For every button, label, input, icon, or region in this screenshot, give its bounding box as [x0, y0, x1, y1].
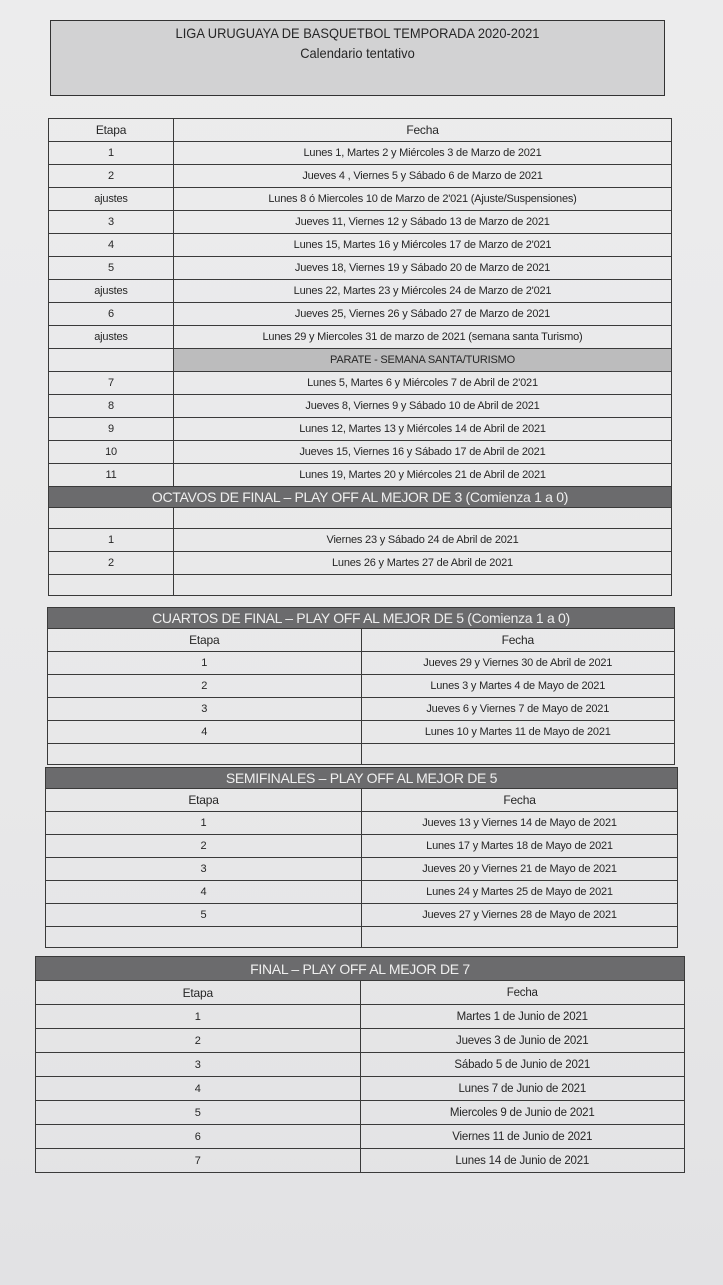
- empty-cell: [361, 744, 675, 765]
- etapa-cell: 1: [49, 142, 174, 165]
- cuartos-title: CUARTOS DE FINAL – PLAY OFF AL MEJOR DE 5 (Comienza 1 a 0): [48, 608, 675, 629]
- fecha-cell: Lunes 7 de Junio de 2021: [360, 1077, 685, 1101]
- fecha-cell: Lunes 1, Martes 2 y Miércoles 3 de Marzo de 2021: [174, 142, 672, 165]
- etapa-cell: 6: [36, 1125, 361, 1149]
- empty-cell: [49, 575, 174, 596]
- semifinales-table: [45, 767, 678, 948]
- table-row: [49, 441, 672, 464]
- fecha-cell: Viernes 23 y Sábado 24 de Abril de 2021: [174, 529, 672, 552]
- octavos-title: OCTAVOS DE FINAL – PLAY OFF AL MEJOR DE 3 (Comienza 1 a 0): [49, 487, 672, 508]
- etapa-cell: 3: [49, 211, 174, 234]
- etapa-cell: 3: [48, 698, 362, 721]
- etapa-cell: 5: [36, 1101, 361, 1125]
- section-header-final: [36, 957, 685, 981]
- empty-cell: [174, 575, 672, 596]
- etapa-cell: 1: [48, 652, 362, 675]
- fecha-cell: Lunes 3 y Martes 4 de Mayo de 2021: [361, 675, 675, 698]
- fecha-cell: Sábado 5 de Junio de 2021: [360, 1053, 685, 1077]
- etapa-cell: ajustes: [49, 280, 174, 303]
- etapa-cell: 5: [46, 904, 362, 927]
- final-title: FINAL – PLAY OFF AL MEJOR DE 7: [36, 957, 685, 981]
- table-row: [36, 1149, 685, 1173]
- section-header-semifinales: [46, 768, 678, 789]
- etapa-cell: 1: [46, 812, 362, 835]
- fecha-cell: Lunes 24 y Martes 25 de Mayo de 2021: [362, 881, 678, 904]
- table-row: [49, 280, 672, 303]
- fecha-cell: Jueves 25, Viernes 26 y Sábado 27 de Marzo de 2021: [174, 303, 672, 326]
- cuartos-table: [47, 607, 675, 765]
- table-row: [36, 1053, 685, 1077]
- parate-row: [49, 349, 672, 372]
- fecha-cell: Jueves 4 , Viernes 5 y Sábado 6 de Marzo de 2021: [174, 165, 672, 188]
- etapa-cell: 5: [49, 257, 174, 280]
- final-table: [35, 956, 685, 1173]
- etapa-cell: 2: [49, 552, 174, 575]
- etapa-cell: ajustes: [49, 326, 174, 349]
- blank-row: [48, 744, 675, 765]
- table-row: [36, 1029, 685, 1053]
- etapa-cell: 10: [49, 441, 174, 464]
- table-row: [49, 234, 672, 257]
- fecha-cell: Lunes 14 de Junio de 2021: [360, 1149, 685, 1173]
- table-row: [46, 881, 678, 904]
- section-header-octavos: [49, 487, 672, 508]
- etapa-cell: 4: [49, 234, 174, 257]
- etapa-header: Etapa: [36, 981, 361, 1005]
- etapa-cell: 3: [36, 1053, 361, 1077]
- fecha-cell: Lunes 8 ó Miercoles 10 de Marzo de 2'021 (Ajuste/Suspensiones): [174, 188, 672, 211]
- table-header-row: [49, 119, 672, 142]
- fecha-header: Fecha: [174, 119, 672, 142]
- fecha-cell: Lunes 29 y Miercoles 31 de marzo de 2021 (semana santa Turismo): [174, 326, 672, 349]
- etapa-cell: 2: [46, 835, 362, 858]
- table-header-row: [48, 629, 675, 652]
- etapa-cell: 1: [36, 1005, 361, 1029]
- table-row: [46, 835, 678, 858]
- fecha-cell: Jueves 6 y Viernes 7 de Mayo de 2021: [361, 698, 675, 721]
- empty-cell: [174, 508, 672, 529]
- table-row: [49, 395, 672, 418]
- etapa-cell: 2: [49, 165, 174, 188]
- document-subtitle: Calendario tentativo: [300, 45, 415, 61]
- fecha-cell: Lunes 10 y Martes 11 de Mayo de 2021: [361, 721, 675, 744]
- table-row: [49, 257, 672, 280]
- etapa-cell: 7: [36, 1149, 361, 1173]
- table-row: [36, 1101, 685, 1125]
- etapa-cell: 7: [49, 372, 174, 395]
- table-row: [49, 552, 672, 575]
- empty-cell: [48, 744, 362, 765]
- fecha-cell: Lunes 5, Martes 6 y Miércoles 7 de Abril de 2'021: [174, 372, 672, 395]
- fecha-cell: Lunes 12, Martes 13 y Miércoles 14 de Abril de 2021: [174, 418, 672, 441]
- blank-row: [49, 575, 672, 596]
- blank-row: [46, 927, 678, 948]
- etapa-cell: 8: [49, 395, 174, 418]
- fecha-cell: Viernes 11 de Junio de 2021: [360, 1125, 685, 1149]
- document-title-box: [50, 20, 665, 96]
- fecha-cell: Lunes 15, Martes 16 y Miércoles 17 de Marzo de 2'021: [174, 234, 672, 257]
- fecha-header: Fecha: [362, 789, 678, 812]
- table-row: [36, 1005, 685, 1029]
- parate-label: PARATE - SEMANA SANTA/TURISMO: [174, 349, 672, 372]
- fecha-cell: Jueves 29 y Viernes 30 de Abril de 2021: [361, 652, 675, 675]
- table-row: [49, 211, 672, 234]
- etapa-header: Etapa: [46, 789, 362, 812]
- fecha-cell: Lunes 22, Martes 23 y Miércoles 24 de Marzo de 2'021: [174, 280, 672, 303]
- etapa-cell: 2: [36, 1029, 361, 1053]
- fecha-cell: Jueves 11, Viernes 12 y Sábado 13 de Marzo de 2021: [174, 211, 672, 234]
- fecha-cell: Jueves 8, Viernes 9 y Sábado 10 de Abril de 2021: [174, 395, 672, 418]
- etapa-cell: 9: [49, 418, 174, 441]
- document-title: LIGA URUGUAYA DE BASQUETBOL TEMPORADA 2020-2021: [175, 25, 540, 41]
- fecha-cell: Martes 1 de Junio de 2021: [360, 1005, 685, 1029]
- empty-cell: [46, 927, 362, 948]
- empty-cell: [49, 508, 174, 529]
- fecha-cell: Jueves 3 de Junio de 2021: [360, 1029, 685, 1053]
- semifinales-title: SEMIFINALES – PLAY OFF AL MEJOR DE 5: [46, 768, 678, 789]
- fecha-cell: Lunes 26 y Martes 27 de Abril de 2021: [174, 552, 672, 575]
- fecha-cell: Lunes 17 y Martes 18 de Mayo de 2021: [362, 835, 678, 858]
- table-row: [49, 303, 672, 326]
- table-row: [48, 652, 675, 675]
- etapa-header: Etapa: [49, 119, 174, 142]
- fecha-cell: Lunes 19, Martes 20 y Miércoles 21 de Abril de 2021: [174, 464, 672, 487]
- table-row: [49, 372, 672, 395]
- fecha-cell: Miercoles 9 de Junio de 2021: [360, 1101, 685, 1125]
- table-row: [46, 858, 678, 881]
- table-row: [49, 142, 672, 165]
- etapa-cell: 2: [48, 675, 362, 698]
- table-header-row: [46, 789, 678, 812]
- fecha-header: Fecha: [360, 981, 685, 1005]
- table-row: [48, 698, 675, 721]
- table-row: [36, 1125, 685, 1149]
- fecha-header: Fecha: [361, 629, 675, 652]
- etapa-header: Etapa: [48, 629, 362, 652]
- table-row: [49, 464, 672, 487]
- table-row: [48, 721, 675, 744]
- table-header-row: [36, 981, 685, 1005]
- table-row: [49, 165, 672, 188]
- table-row: [49, 418, 672, 441]
- section-header-cuartos: [48, 608, 675, 629]
- table-row: [49, 529, 672, 552]
- etapa-cell: 6: [49, 303, 174, 326]
- etapa-cell: ajustes: [49, 188, 174, 211]
- empty-cell: [49, 349, 174, 372]
- table-row: [48, 675, 675, 698]
- table-row: [36, 1077, 685, 1101]
- empty-cell: [362, 927, 678, 948]
- regular-season-table: [48, 118, 672, 596]
- etapa-cell: 11: [49, 464, 174, 487]
- fecha-cell: Jueves 15, Viernes 16 y Sábado 17 de Abril de 2021: [174, 441, 672, 464]
- etapa-cell: 4: [36, 1077, 361, 1101]
- fecha-cell: Jueves 18, Viernes 19 y Sábado 20 de Marzo de 2021: [174, 257, 672, 280]
- etapa-cell: 4: [48, 721, 362, 744]
- table-row: [49, 188, 672, 211]
- fecha-cell: Jueves 20 y Viernes 21 de Mayo de 2021: [362, 858, 678, 881]
- fecha-cell: Jueves 27 y Viernes 28 de Mayo de 2021: [362, 904, 678, 927]
- etapa-cell: 1: [49, 529, 174, 552]
- table-row: [46, 904, 678, 927]
- fecha-cell: Jueves 13 y Viernes 14 de Mayo de 2021: [362, 812, 678, 835]
- etapa-cell: 3: [46, 858, 362, 881]
- table-row: [46, 812, 678, 835]
- etapa-cell: 4: [46, 881, 362, 904]
- table-row: [49, 326, 672, 349]
- blank-row: [49, 508, 672, 529]
